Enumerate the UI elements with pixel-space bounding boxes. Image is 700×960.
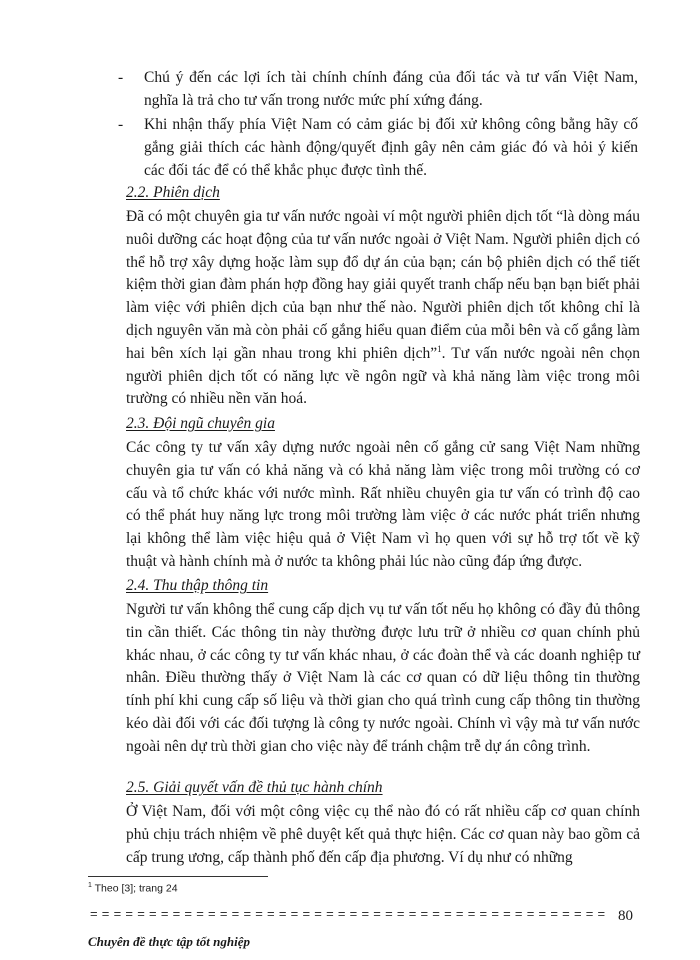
- section-heading: 2.3. Đội ngũ chuyên gia: [126, 415, 275, 432]
- bullet-dash: -: [118, 69, 124, 86]
- section-heading: 2.4. Thu thập thông tin: [126, 577, 269, 594]
- footnote-rule: [88, 876, 268, 877]
- bullet-dash: -: [118, 116, 124, 133]
- page-number: 80: [618, 908, 633, 924]
- footnote-text: Theo [3]; trang 24: [94, 882, 178, 895]
- footer-title: Chuyên đề thực tập tốt nghiệp: [88, 934, 250, 949]
- footer-separator: = = = = = = = = = = = = = = = = = = = = = = = = = = = = = = = = = = = = = = = = = = = =: [90, 906, 606, 921]
- section-paragraph: Người tư vấn không thể cung cấp dịch vụ tư vấn tốt nếu họ không có đầy đủ thông tin cần thiết. Các thông tin này thường được lưu trữ ở nhiều cơ quan chính phủ khác nhau, ở các công ty tư vấn khác nhau, ở các đoàn thể và các doanh nghiệp tư nhân. Điều thường thấy ở Việt Nam là các cơ quan có dữ liệu thông tin thường tính phí khi cung cấp số liệu và thời gian cho quá trình cung cấp thông tin thường kéo dài đối với các đối tượng là công ty nước ngoài. Chính vì vậy mà tư vấn nước ngoài nên dự trù thời gian cho việc này để tránh chậm trễ dự án công trình.: [126, 601, 640, 755]
- bullet-item: [118, 113, 638, 182]
- footnote-reference: 1: [437, 343, 442, 354]
- bullet-text: Khi nhận thấy phía Việt Nam có cảm giác bị đối xử không công bằng hãy cố gắng giải thích các hành động/quyết định gây nên cảm giác đó và hỏi ý kiến các đối tác để có thể khắc phục được tình thế.: [144, 116, 638, 179]
- section-paragraph: [126, 206, 640, 411]
- section-paragraph: Các công ty tư vấn xây dựng nước ngoài nên cố gắng cử sang Việt Nam những chuyên gia tư vấn có khả năng và có khả năng làm việc trong môi trường có cơ cấu và tổ chức khác với nước mình. Rất nhiều chuyên gia tư vấn có trình độ cao có thể phát huy năng lực trong môi trường làm việc ở các nước phát triển nhưng lại không thể làm việc hiệu quả ở Việt Nam vì họ quen với sự hỗ trợ tốt về kỹ thuật và hành chính mà ở nước ta không phải lúc nào cũng đáp ứng được.: [126, 439, 640, 570]
- section-paragraph: Ở Việt Nam, đối với một công việc cụ thể nào đó có rất nhiều cấp cơ quan chính phủ chịu trách nhiệm về phê duyệt kết quả thực hiện. Các cơ quan này bao gồm cả cấp trung ương, cấp thành phố đến cấp địa phương. Ví dụ như có những: [126, 803, 640, 866]
- footnote: [88, 882, 178, 895]
- bullet-item: [118, 66, 638, 112]
- paragraph-text: Đã có một chuyên gia tư vấn nước ngoài ví một người phiên dịch tốt “là dòng máu nuôi dưỡng các hoạt động của tư vấn nước ngoài ở Việt Nam. Người phiên dịch có thể hỗ trợ xây dựng hoặc làm sụp đổ dự án của bạn; cán bộ phiên dịch có thể tiết kiệm thời gian đàm phán hợp đồng hay giải quyết tranh chấp nếu bạn bạn biết phải làm việc với phiên dịch của bạn như thế nào. Người phiên dịch tốt không chỉ là dịch nguyên văn mà còn phải cố gắng hiểu quan điểm của mỗi bên và cố gắng làm hai bên xích lại gần nhau trong khi phiên dịch”: [126, 208, 640, 362]
- bullet-text: Chú ý đến các lợi ích tài chính chính đáng của đối tác và tư vấn Việt Nam, nghĩa là trả cho tư vấn trong nước mức phí xứng đáng.: [144, 69, 638, 109]
- section-heading: 2.2. Phiên dịch: [126, 184, 220, 201]
- footnote-mark: 1: [88, 882, 92, 889]
- paragraph-text: . Tư vấn nước ngoài nên chọn người phiên dịch tốt có năng lực về ngôn ngữ và khả năng làm việc trong môi trường có nhiều nền văn hoá.: [126, 344, 640, 408]
- section-heading: 2.5. Giải quyết vấn đề thủ tục hành chính: [126, 779, 383, 796]
